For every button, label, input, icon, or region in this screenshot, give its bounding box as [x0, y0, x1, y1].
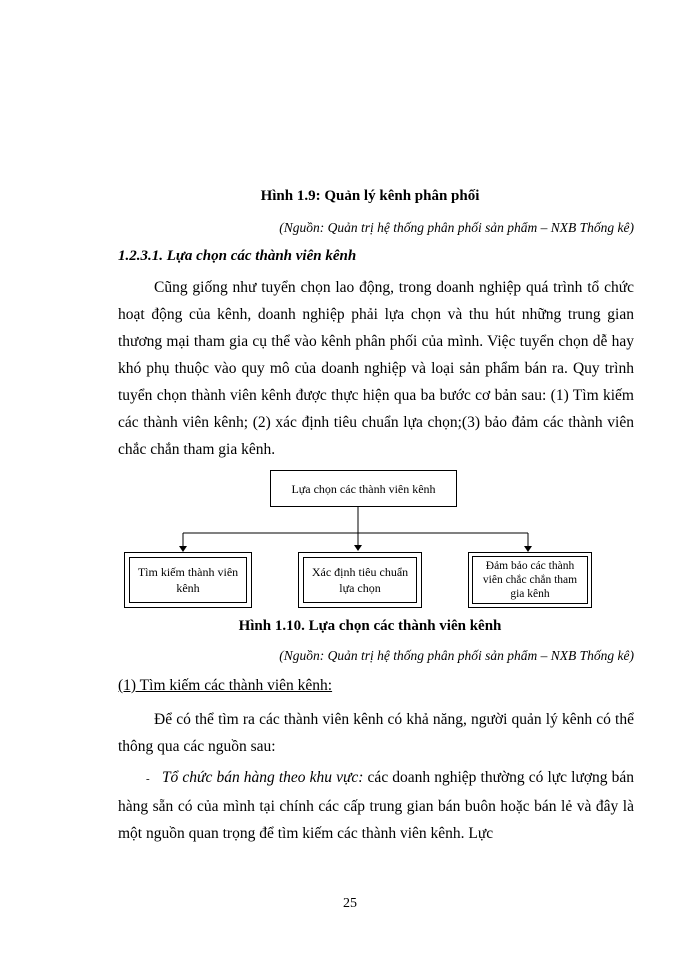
figure-1-10-source: (Nguồn: Quản trị hệ thống phân phối sản phẩm – NXB Thống kê)	[279, 648, 634, 663]
diagram-root-label: Lựa chọn các thành viên kênh	[291, 481, 436, 496]
diagram-child-box-2	[298, 552, 422, 608]
diagram-child-box-1	[124, 552, 252, 608]
intro-paragraph	[118, 274, 634, 463]
figure-1-9-caption: Hình 1.9: Quản lý kênh phân phối	[260, 188, 480, 204]
section-title: 1.2.3.1. Lựa chọn các thành viên kênh	[118, 248, 357, 264]
bullet-item	[118, 764, 634, 847]
intro-paragraph-text: Cũng giống như tuyển chọn lao động, trong doanh nghiệp quá trình tổ chức hoạt động của kênh, doanh nghiệp phải lựa chọn và thu hút những trung gian thương mại tham gia cụ thể vào kênh phân phối của mình. Việc tuyển chọn dễ hay khó phụ thuộc vào quy mô của doanh nghiệp và loại sản phẩm bán ra. Quy trình tuyển chọn thành viên kênh được thực hiện qua ba bước cơ bản sau: (1) Tìm kiếm các thành viên kênh; (2) xác định tiêu chuẩn lựa chọn;(3) bảo đảm các thành viên chắc chắn tham gia kênh.	[118, 279, 634, 458]
figure-1-10-caption: Hình 1.10. Lựa chọn các thành viên kênh	[238, 618, 502, 634]
paragraph-2	[118, 706, 634, 760]
diagram-child-label-1: Tìm kiếm thành viên kênh	[137, 565, 239, 595]
subheading-find-members: (1) Tìm kiếm các thành viên kênh:	[118, 677, 333, 694]
diagram-child-label-2: Xác định tiêu chuẩn lựa chọn	[311, 565, 409, 595]
page-number: 25	[343, 896, 357, 911]
diagram-child-label-3: Đảm bảo các thành viên chắc chắn tham gia kênh	[482, 560, 578, 600]
paragraph-2-text: Để có thể tìm ra các thành viên kênh có khả năng, người quản lý kênh có thể thông qua các nguồn sau:	[118, 711, 634, 755]
bullet-text: các doanh nghiệp thường có lực lượng bán hàng sẵn có của mình tại chính các cấp trung gian bán buôn hoặc bán lẻ và đây là một nguồn quan trọng để tìm kiếm các thành viên kênh. Lực	[118, 769, 635, 842]
figure-1-9-source: (Nguồn: Quản trị hệ thống phân phối sản phẩm – NXB Thống kê)	[279, 220, 634, 235]
bullet-marker: -	[146, 773, 150, 785]
bullet-label: Tổ chức bán hàng theo khu vực:	[161, 769, 364, 786]
diagram-root-box	[270, 470, 457, 507]
diagram-child-box-3	[468, 552, 592, 608]
